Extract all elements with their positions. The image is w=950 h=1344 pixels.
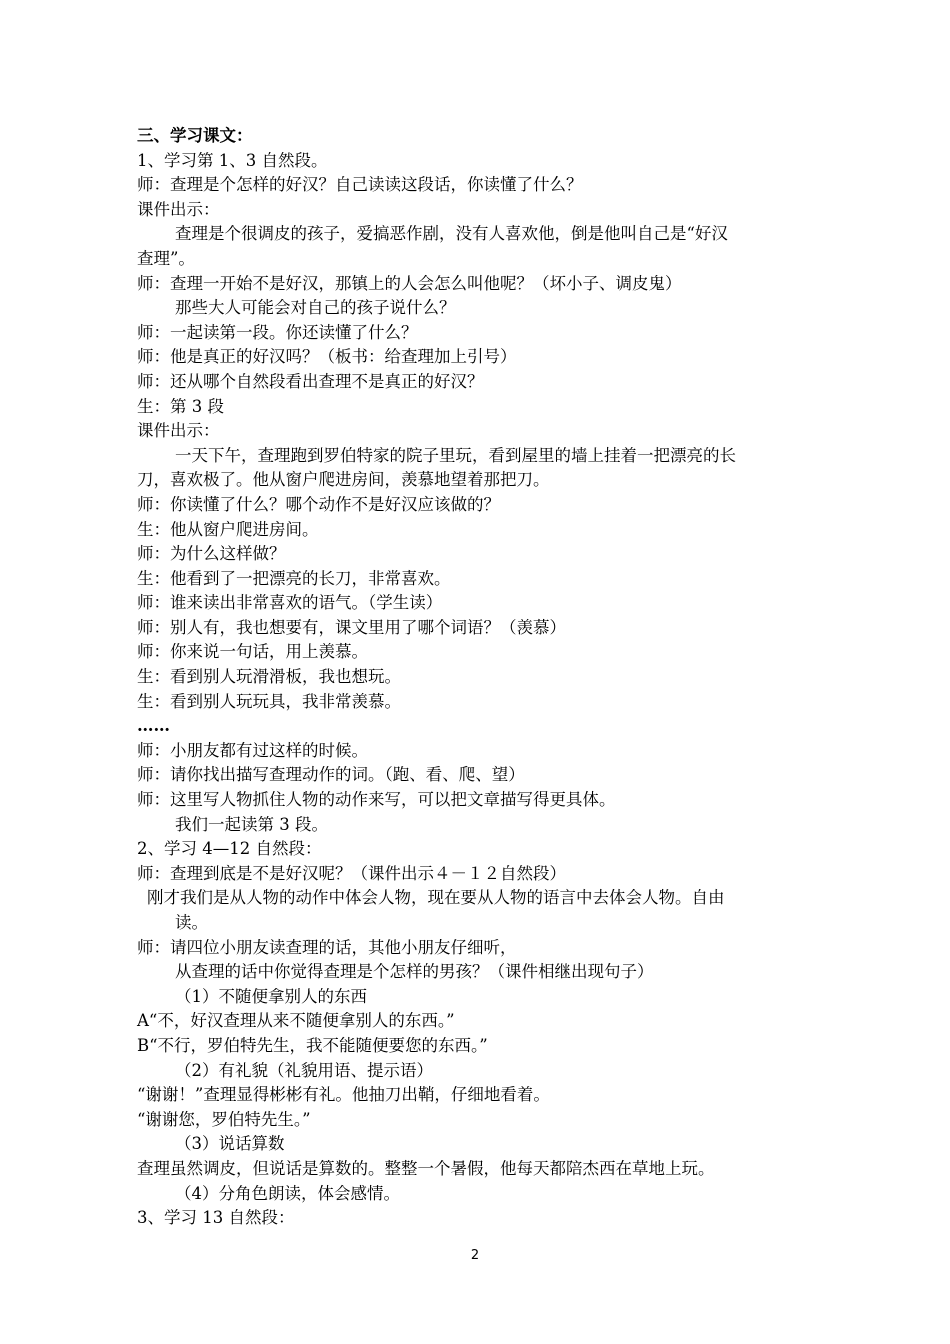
subsection-heading: 3、学习 13 自然段： bbox=[137, 1208, 295, 1228]
text-line: 生：第 3 段 bbox=[137, 396, 224, 416]
text-line: 师：查理是个怎样的好汉？自己读读这段话，你读懂了什么？ bbox=[137, 175, 583, 195]
text-line: 读。 bbox=[175, 913, 208, 932]
text-line: 师：为什么这样做？ bbox=[137, 544, 286, 564]
text-line: 查理虽然调皮，但说话是算数的。整整一个暑假，他每天都陪杰西在草地上玩。 bbox=[137, 1158, 715, 1178]
text-line: 那些大人可能会对自己的孩子说什么？ bbox=[175, 298, 456, 318]
text-line: “谢谢您，罗伯特先生。” bbox=[137, 1109, 311, 1129]
text-line: “谢谢！”查理显得彬彬有礼。他抽刀出鞘，仔细地看着。 bbox=[137, 1085, 550, 1105]
text-line: 师：查理一开始不是好汉，那镇上的人会怎么叫他呢？（坏小子、调皮鬼） bbox=[137, 273, 682, 293]
text-line: 课件出示： bbox=[137, 421, 220, 441]
text-line: 刚才我们是从人物的动作中体会人物，现在要从人物的语言中去体会人物。自由 bbox=[147, 888, 725, 908]
text-line: 查理”。 bbox=[137, 248, 195, 268]
text-line: 师：小朋友都有过这样的时候。 bbox=[137, 740, 368, 760]
text-line: 生：看到别人玩滑滑板，我也想玩。 bbox=[137, 667, 401, 687]
text-line: 生：看到别人玩玩具，我非常羡慕。 bbox=[137, 691, 401, 711]
text-line: 师：他是真正的好汉吗？（板书：给查理加上引号） bbox=[137, 347, 517, 367]
text-line: （3）说话算数 bbox=[175, 1134, 285, 1154]
text-line: 刀，喜欢极了。他从窗户爬进房间，羡慕地望着那把刀。 bbox=[137, 470, 550, 490]
text-line: 师：请四位小朋友读查理的话，其他小朋友仔细听， bbox=[137, 937, 517, 957]
text-line: 一天下午，查理跑到罗伯特家的院子里玩，看到屋里的墙上挂着一把漂亮的长 bbox=[175, 445, 736, 465]
text-line: （1）不随便拿别人的东西 bbox=[175, 986, 367, 1006]
text-line: 师：你来说一句话，用上羡慕。 bbox=[137, 642, 368, 662]
subsection-heading: 1、学习第 1、3 自然段。 bbox=[137, 150, 328, 170]
text-line: 师：谁来读出非常喜欢的语气。（学生读） bbox=[137, 593, 443, 613]
ellipsis-line: …… bbox=[137, 716, 170, 736]
text-line: 师：你读懂了什么？哪个动作不是好汉应该做的？ bbox=[137, 494, 500, 514]
text-line: 从查理的话中你觉得查理是个怎样的男孩？（课件相继出现句子） bbox=[175, 962, 654, 982]
text-line: 生：他从窗户爬进房间。 bbox=[137, 519, 319, 539]
text-line: 师：一起读第一段。你还读懂了什么？ bbox=[137, 322, 418, 342]
text-line: 查理是个很调皮的孩子，爱搞恶作剧，没有人喜欢他，倒是他叫自己是“好汉 bbox=[175, 224, 728, 244]
document-body bbox=[137, 124, 827, 1231]
text-line: 生：他看到了一把漂亮的长刀，非常喜欢。 bbox=[137, 568, 451, 588]
text-line: B“不行，罗伯特先生，我不能随便要您的东西。” bbox=[137, 1035, 488, 1055]
page-number: 2 bbox=[470, 1248, 480, 1263]
text-line: 师：别人有，我也想要有，课文里用了哪个词语？（羡慕） bbox=[137, 617, 566, 637]
text-line: （4）分角色朗读，体会感情。 bbox=[175, 1183, 400, 1203]
text-line: （2）有礼貌（礼貌用语、提示语） bbox=[175, 1060, 433, 1080]
text-line: 我们一起读第 3 段。 bbox=[175, 814, 328, 834]
text-line: 师：还从哪个自然段看出查理不是真正的好汉？ bbox=[137, 371, 484, 391]
section-heading: 三、学习课文： bbox=[137, 126, 253, 145]
text-line: 师：请你找出描写查理动作的词。（跑、看、爬、望） bbox=[137, 765, 525, 785]
text-line: 师：这里写人物抓住人物的动作来写，可以把文章描写得更具体。 bbox=[137, 790, 616, 810]
text-line: 课件出示： bbox=[137, 199, 220, 219]
text-line: 师：查理到底是不是好汉呢？（课件出示４－１２自然段） bbox=[137, 863, 566, 883]
text-line: A“不，好汉查理从来不随便拿别人的东西。” bbox=[137, 1011, 455, 1031]
subsection-heading: 2、学习 4—12 自然段： bbox=[137, 839, 322, 859]
